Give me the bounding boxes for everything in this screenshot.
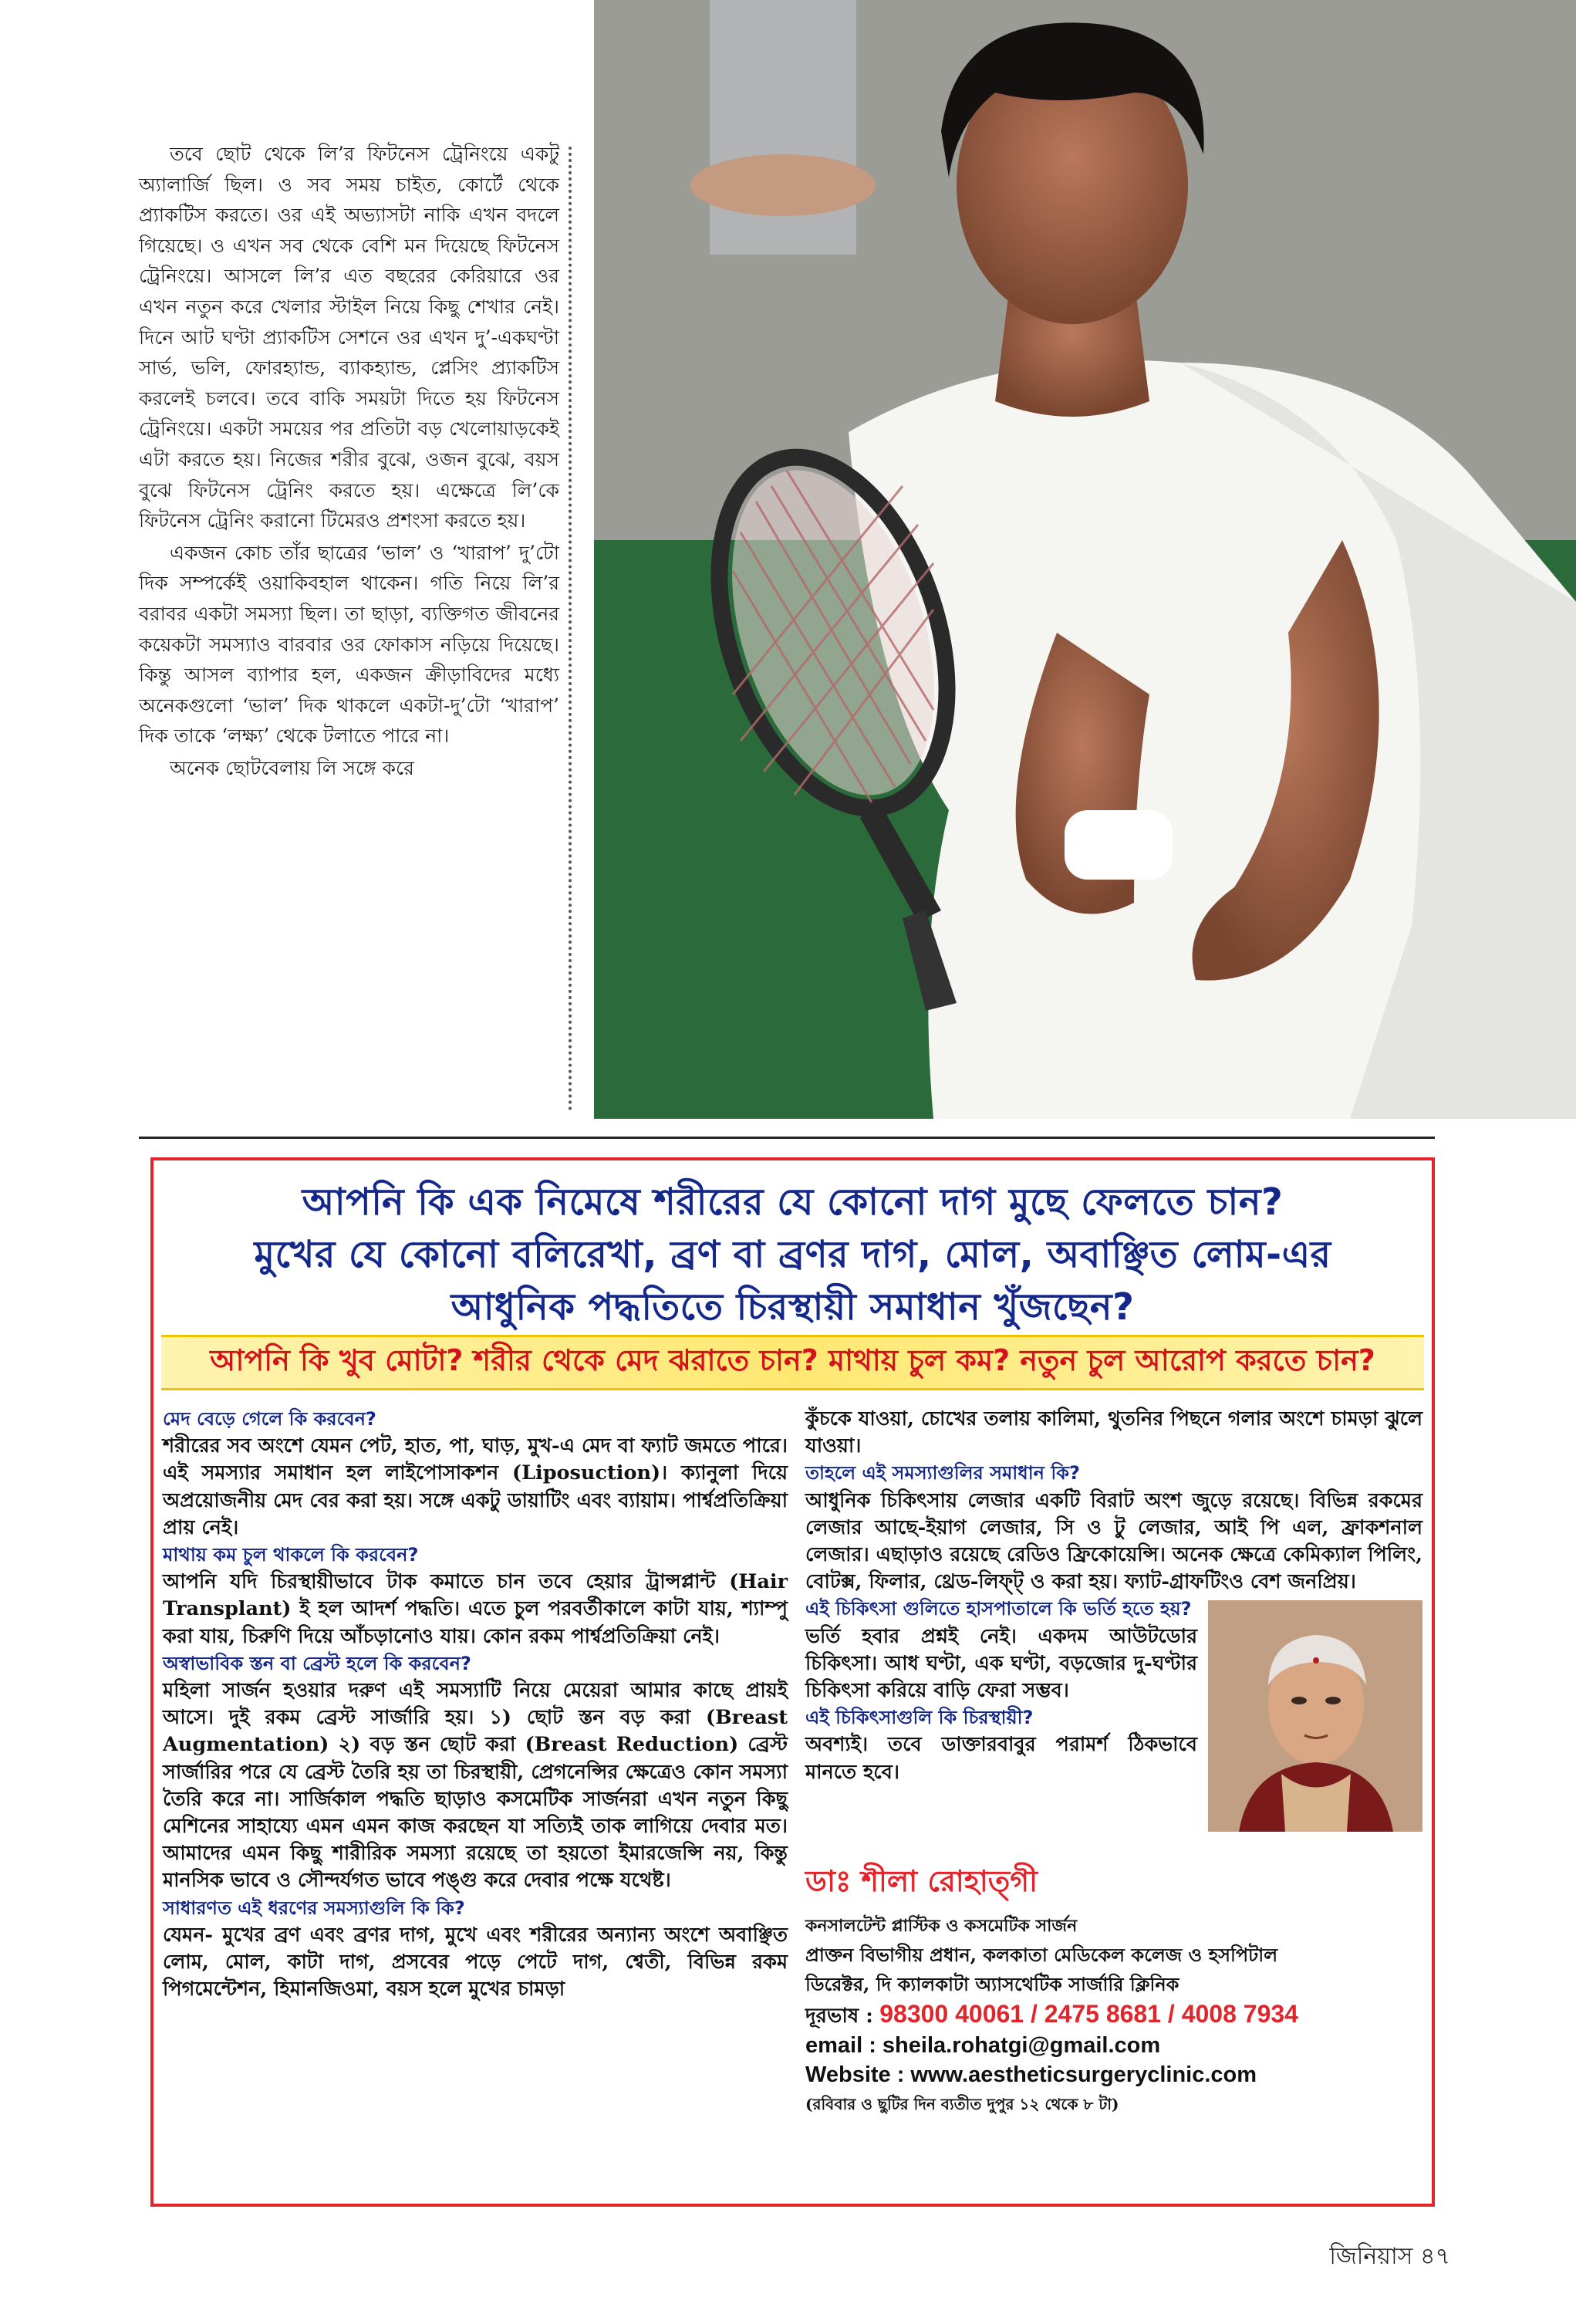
article-paragraph-1: তবে ছোট থেকে লি’র ফিটনেস ট্রেনিংয়ে একটু অ্যালার্জি ছিল। ও সব সময় চাইত, কোর্টে থেকে প্র্যাকটিস করতে। ওর এই অভ্যাসটা নাকি এখন বদলে গিয়েছে। ও এখন সব থেকে বেশি মন দিয়েছে ফিটনেস ট্রেনিংয়ে। আসলে লি’র এত বছরের কেরিয়ারে ওর এখন নতুন করে খেলার স্টাইল নিয়ে কিছু শেখার নেই। দিনে আট ঘণ্টা প্র্যাকটিস সেশনে ওর এখন দু’-একঘণ্টা সার্ভ, ভলি, ফোরহ্যান্ড, ব্যাকহ্যান্ড, প্লেসিং প্র্যাকটিস করলেই চলবে। তবে বাকি সময়টা দিতে হয় ফিটনেস ট্রেনিংয়ে। একটা সময়ের পর প্রতিটা বড় খেলোয়াড়কেই এটা করতে হয়। নিজের শরীর বুঝে, ওজন বুঝে, বয়স বুঝে ফিটনেস ট্রেনিং করতে হয়। এক্ষেত্রে লি’কে ফিটনেস ট্রেনিং করানো টিমেরও প্রশংসা করতে হয়। [139, 143, 559, 532]
ad-banner [161, 1335, 1424, 1390]
phone-row [805, 1999, 1422, 2031]
clinic-hours: (রবিবার ও ছুটির দিন ব্যতীত দুপুর ১২ থেকে ৮ টা) [805, 2095, 1119, 2113]
tennis-player-photo [594, 0, 1576, 1119]
phone-label: দূরভাষ : [805, 2005, 873, 2028]
doctor-contact [805, 1859, 1422, 2119]
doctor-title: কনসালটেন্ট প্লাস্টিক ও কসমেটিক সার্জন [805, 1916, 1078, 1936]
ad-right-column [805, 1406, 1422, 1836]
article-paragraph-2: একজন কোচ তাঁর ছাত্রের ‘ভাল’ ও ‘খারাপ’ দু’টো দিক সম্পর্কেই ওয়াকিবহাল থাকেন। গতি নিয়ে লি’র বরাবর একটা সমস্যা ছিল। তা ছাড়া, ব্যক্তিগত জীবনের কয়েকটা সমস্যাও বারবার ওর ফোকাস নড়িয়ে দিয়েছে। কিন্তু আসল ব্যাপার হল, একজন ক্রীড়াবিদের মধ্যে অনেকগুলো ‘ভাল’ দিক থাকলে একটা-দু’টো ‘খারাপ’ দিক তাকে ‘লক্ষ্য’ থেকে টলাতে পারে না। [139, 541, 559, 748]
clinic-advertisement [150, 1157, 1435, 2207]
qa-answer: যেমন- মুখের ব্রণ এবং ব্রণর দাগ, মুখে এবং শরীরের অন্যান্য অংশে অবাঞ্ছিত লোম, মোল, কাটা দাগ, প্রসবের পড়ে পেটে দাগ, শ্বেতী, বিভিন্ন রকম পিগমেন্টেশন, হিমানজিওমা, বয়স হলে মুখের চামড়া [163, 1923, 788, 2001]
doctor-former-position: প্রাক্তন বিভাগীয় প্রধান, কলকাতা মেডিকেল কলেজ ও হসপিটাল [805, 1944, 1278, 1966]
website-link[interactable]: Website : www.aestheticsurgeryclinic.com [805, 2062, 1257, 2087]
phone-numbers[interactable]: 98300 40061 / 2475 8681 / 4008 7934 [879, 2000, 1298, 2028]
doctor-name: ডাঃ শীলা রোহাত্‌গী [805, 1864, 1038, 1898]
qa-question: মেদ বেড়ে গেলে কি করবেন? [163, 1408, 376, 1430]
qa-answer: ভর্তি হবার প্রশ্নই নেই। একদম আউটডোর চিকিৎসা। আধ ঘণ্টা, এক ঘণ্টা, বড়জোর দু-ঘণ্টার চিকিৎসা করিয়ে বাড়ি ফেরা সম্ভব। [805, 1624, 1197, 1703]
doctor-photo [1208, 1600, 1422, 1832]
qa-question: এই চিকিৎসা গুলিতে হাসপাতালে কি ভর্তি হতে হয়? [805, 1598, 1192, 1620]
qa-answer: আধুনিক চিকিৎসায় লেজার একটি বিরাট অংশ জুড়ে রয়েছে। বিভিন্ন রকমের লেজার আছে-ইয়াগ লেজার, সি ও টু লেজার, আই পি এল, ফ্রাকশনাল লেজার। এছাড়াও রয়েছে রেডিও ফ্রিকোয়েন্সি। অনেক ক্ষেত্রে কেমিক্যাল পিলিং, বোটক্স, ফিলার, থ্রেড-লিফ্‌ট্‌ ও করা হয়। ফ্যাট-গ্রাফটিংও বেশ জনপ্রিয়। [805, 1488, 1422, 1594]
email-address[interactable]: email : sheila.rohatgi@gmail.com [805, 2033, 1161, 2058]
qa-question: এই চিকিৎসাগুলি কি চিরস্থায়ী? [805, 1707, 1034, 1729]
qa-question: মাথায় কম চুল থাকলে কি করবেন? [163, 1544, 419, 1566]
qa-answer-continued: কুঁচকে যাওয়া, চোখের তলায় কালিমা, থুতনির পিছনে গলার অংশে চামড়া ঝুলে যাওয়া। [805, 1407, 1422, 1458]
dotted-column-divider [569, 147, 572, 1111]
article-paragraph-3: অনেক ছোটবেলায় লি সঙ্গে করে [170, 756, 414, 779]
ad-left-column [163, 1406, 788, 2003]
qa-block [163, 1895, 788, 2004]
qa-question: সাধারণত এই ধরণের সমস্যাগুলি কি কি? [163, 1897, 465, 1919]
ad-headline-2: মুখের যে কোনো বলিরেখা, ব্রণ বা ব্রণর দাগ, মোল, অবাঞ্ছিত লোম-এর [254, 1233, 1331, 1276]
qa-question: তাহলে এই সমস্যাগুলির সমাধান কি? [805, 1462, 1080, 1485]
ad-headline-3: আধুনিক পদ্ধতিতে চিরস্থায়ী সমাধান খুঁজছেন? [451, 1285, 1135, 1329]
section-divider [139, 1137, 1435, 1139]
qa-answer: মহিলা সার্জন হওয়ার দরুণ এই সমস্যাটি নিয়ে মেয়েরা আমার কাছে প্রায়ই আসে। দুই রকম ব্রেস্ট সার্জারি হয়। ১) ছোট স্তন বড় করা (Breast Augmentation) ২) বড় স্তন ছোট করা (Breast Reduction) ব্রেস্ট সার্জারির পরে যে ব্রেস্ট তৈরি হয় তা চিরস্থায়ী, প্রেগনেন্সির ক্ষেত্রেও কোন সমস্যা তৈরি করে না। সার্জিকাল পদ্ধতি ছাড়াও কসমেটিক সার্জনরা এখন নতুন কিছু মেশিনের সাহায্যে এমন এমন কাজ করছেন যা সত্যিই তাক লাগিয়ে দেবার মত। আমাদের এমন কিছু শারীরিক সমস্যা রয়েছে তা হয়তো ইমারজেন্সি নয়, কিন্তু মানসিক ভাবে ও সৌন্দর্যগত ভাবে পঙ্গু করে দেবার পক্ষে যথেষ্ট। [163, 1679, 788, 1893]
qa-block [163, 1650, 788, 1895]
qa-block [805, 1596, 1422, 1704]
doctor-director: ডিরেক্টর, দি ক্যালকাটা অ্যাসথেটিক সার্জারি ক্লিনিক [805, 1973, 1179, 1995]
qa-block [163, 1406, 788, 1542]
qa-block [163, 1542, 788, 1650]
qa-block [805, 1460, 1422, 1596]
qa-answer: শরীরের সব অংশে যেমন পেট, হাত, পা, ঘাড়, মুখ-এ মেদ বা ফ্যাট জমতে পারে। এই সমস্যার সমাধান হল লাইপোসাকশন (Liposuction)। ক্যানুলা দিয়ে অপ্রয়োজনীয় মেদ বের করা হয়। সঙ্গে একটু ডায়াটিং এবং ব্যায়াম। পার্শ্বপ্রতিক্রিয়া প্রায় নেই। [163, 1434, 788, 1539]
ad-headline-1: আপনি কি এক নিমেষে শরীরের যে কোনো দাগ মুছে ফেলতে চান? [302, 1181, 1284, 1224]
ad-banner-text: আপনি কি খুব মোটা? শরীর থেকে মেদ ঝরাতে চান? মাথায় চুল কম? নতুন চুল আরোপ করতে চান? [210, 1343, 1375, 1377]
qa-answer: আপনি যদি চিরস্থায়ীভাবে টাক কমাতে চান তবে হেয়ার ট্রান্সপ্লান্ট (Hair Transplant) ই হল আদর্শ পদ্ধতি। এতে চুল পরবর্তীকালে কাটা যায়, শ্যাম্পু করা যায়, চিরুণি দিয়ে আঁচড়ানোও যায়। কোন রকম পার্শ্বপ্রতিক্রিয়া নেই। [163, 1570, 788, 1648]
article-column [139, 139, 559, 1103]
page-footer: জিনিয়াস ৪৭ [1329, 2243, 1450, 2270]
qa-answer: অবশ্যই। তবে ডাক্তারবাবুর পরামর্শ ঠিকভাবে মানতে হবে। [805, 1733, 1197, 1784]
qa-question: অস্বাভাবিক স্তন বা ব্রেস্ট হলে কি করবেন? [163, 1652, 471, 1674]
